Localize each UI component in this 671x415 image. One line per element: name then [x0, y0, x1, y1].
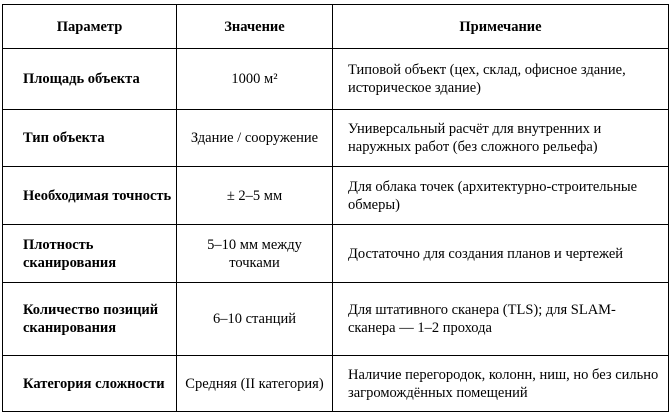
note-cell: Наличие перегородок, колонн, ниш, но без сильно загромождённых помещений: [333, 356, 669, 412]
table-row: [3, 356, 669, 412]
note-cell: Типовой объект (цех, склад, офисное здание, историческое здание): [333, 49, 669, 110]
note-cell: Для штативного сканера (TLS); для SLAM-сканера — 1–2 прохода: [333, 283, 669, 356]
param-cell: Площадь объекта: [3, 49, 177, 110]
note-cell: Достаточно для создания планов и чертежей: [333, 225, 669, 283]
value-cell: Средняя (II категория): [177, 356, 333, 412]
param-cell: Количество позиций сканирования: [3, 283, 177, 356]
value-cell: 5–10 мм между точками: [177, 225, 333, 283]
value-cell: 1000 м²: [177, 49, 333, 110]
param-cell: Необходимая точность: [3, 167, 177, 225]
param-cell: Категория сложности: [3, 356, 177, 412]
table-header: [3, 5, 669, 49]
table-row: [3, 49, 669, 110]
value-cell: ± 2–5 мм: [177, 167, 333, 225]
table-row: [3, 167, 669, 225]
table-row: [3, 225, 669, 283]
table-body: [3, 49, 669, 412]
note-cell: Для облака точек (архитектурно-строительные обмеры): [333, 167, 669, 225]
table-row: [3, 283, 669, 356]
table-row: [3, 110, 669, 167]
param-cell: Плотность сканирования: [3, 225, 177, 283]
header-parameter: Параметр: [3, 5, 177, 49]
value-cell: 6–10 станций: [177, 283, 333, 356]
parameters-table: [2, 4, 669, 412]
header-note: Примечание: [333, 5, 669, 49]
note-cell: Универсальный расчёт для внутренних и наружных работ (без сложного рельефа): [333, 110, 669, 167]
header-value: Значение: [177, 5, 333, 49]
param-cell: Тип объекта: [3, 110, 177, 167]
header-row: [3, 5, 669, 49]
value-cell: Здание / сооружение: [177, 110, 333, 167]
